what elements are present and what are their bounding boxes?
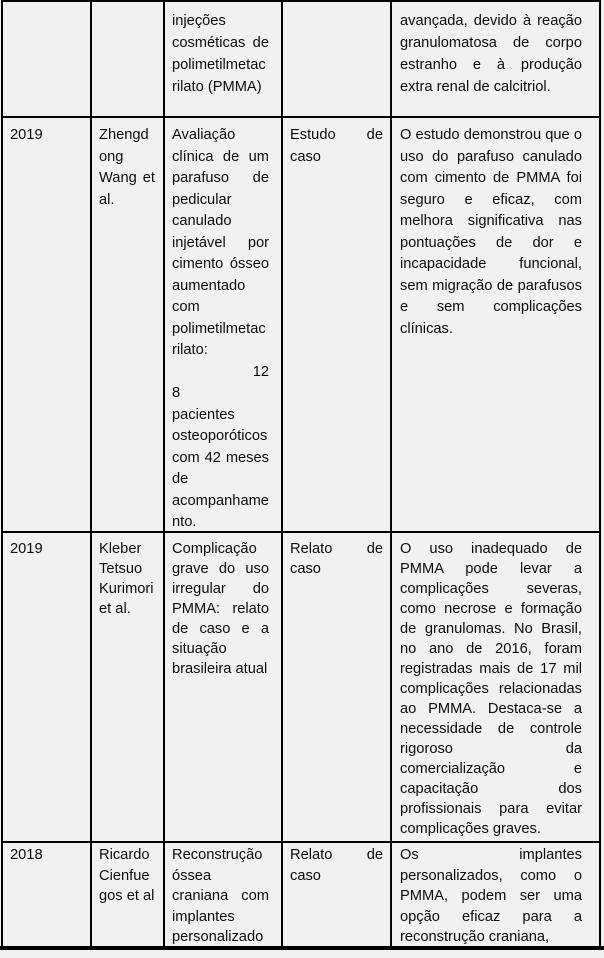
findings-cell: O estudo demonstrou que o uso do parafuso canulado com cimento de PMMA foi seguro e eficaz, com melhora significativa nas pontuações de dor e incapacidade funcional, sem migração de parafusos e sem complicações clínicas.	[392, 118, 601, 533]
title-cell	[165, 118, 283, 533]
year-cell: 2019	[1, 118, 92, 533]
title-cell: injeções cosméticas de polimetilmetacrilato (PMMA)	[165, 0, 283, 118]
study-type-cell: Relato de caso	[283, 843, 392, 946]
title-number-line: 8	[172, 385, 181, 401]
title-text: Avaliação clínica de um parafuso de pedicular canulado injetável por cimento ósseo aumentado com polimetilmetacrilato:	[172, 127, 269, 358]
findings-cell: avançada, devido à reação granulomatosa de corpo estranho e à produção extra renal de calcitriol.	[392, 0, 601, 118]
literature-review-table	[1, 0, 601, 946]
author-cell: Ricardo Cienfuegos et al	[92, 843, 165, 946]
study-type-cell	[283, 0, 392, 118]
author-cell: Kleber Tetsuo Kurimori et al.	[92, 533, 165, 843]
author-cell: Zhengdong Wang et al.	[92, 118, 165, 533]
author-cell	[92, 0, 165, 118]
title-number-line: 12	[252, 363, 269, 380]
findings-cell: O uso inadequado de PMMA pode levar a complicações severas, como necrose e formação de granulomas. No Brasil, no ano de 2016, foram registradas mais de 17 mil complicações relacionadas ao PMMA. Destaca-se a necessidade de controle rigoroso da comercialização e capacitação dos profissionais para evitar complicações graves.	[392, 533, 601, 843]
study-type-cell: Relato de caso	[283, 533, 392, 843]
year-cell	[1, 0, 92, 118]
title-cell: Reconstrução óssea craniana com implantes personalizado	[165, 843, 283, 946]
study-type-cell: Estudo de caso	[283, 118, 392, 533]
title-text: pacientes osteoporóticos com 42 meses de acompanhamento.	[172, 406, 269, 530]
year-cell: 2019	[1, 533, 92, 843]
page-cut-line	[0, 946, 604, 950]
findings-cell: Os implantes personalizados, como o PMMA, podem ser uma opção eficaz para a reconstrução craniana,	[392, 843, 601, 946]
year-cell: 2018	[1, 843, 92, 946]
title-cell: Complicação grave do uso irregular do PMMA: relato de caso e a situação brasileira atual	[165, 533, 283, 843]
